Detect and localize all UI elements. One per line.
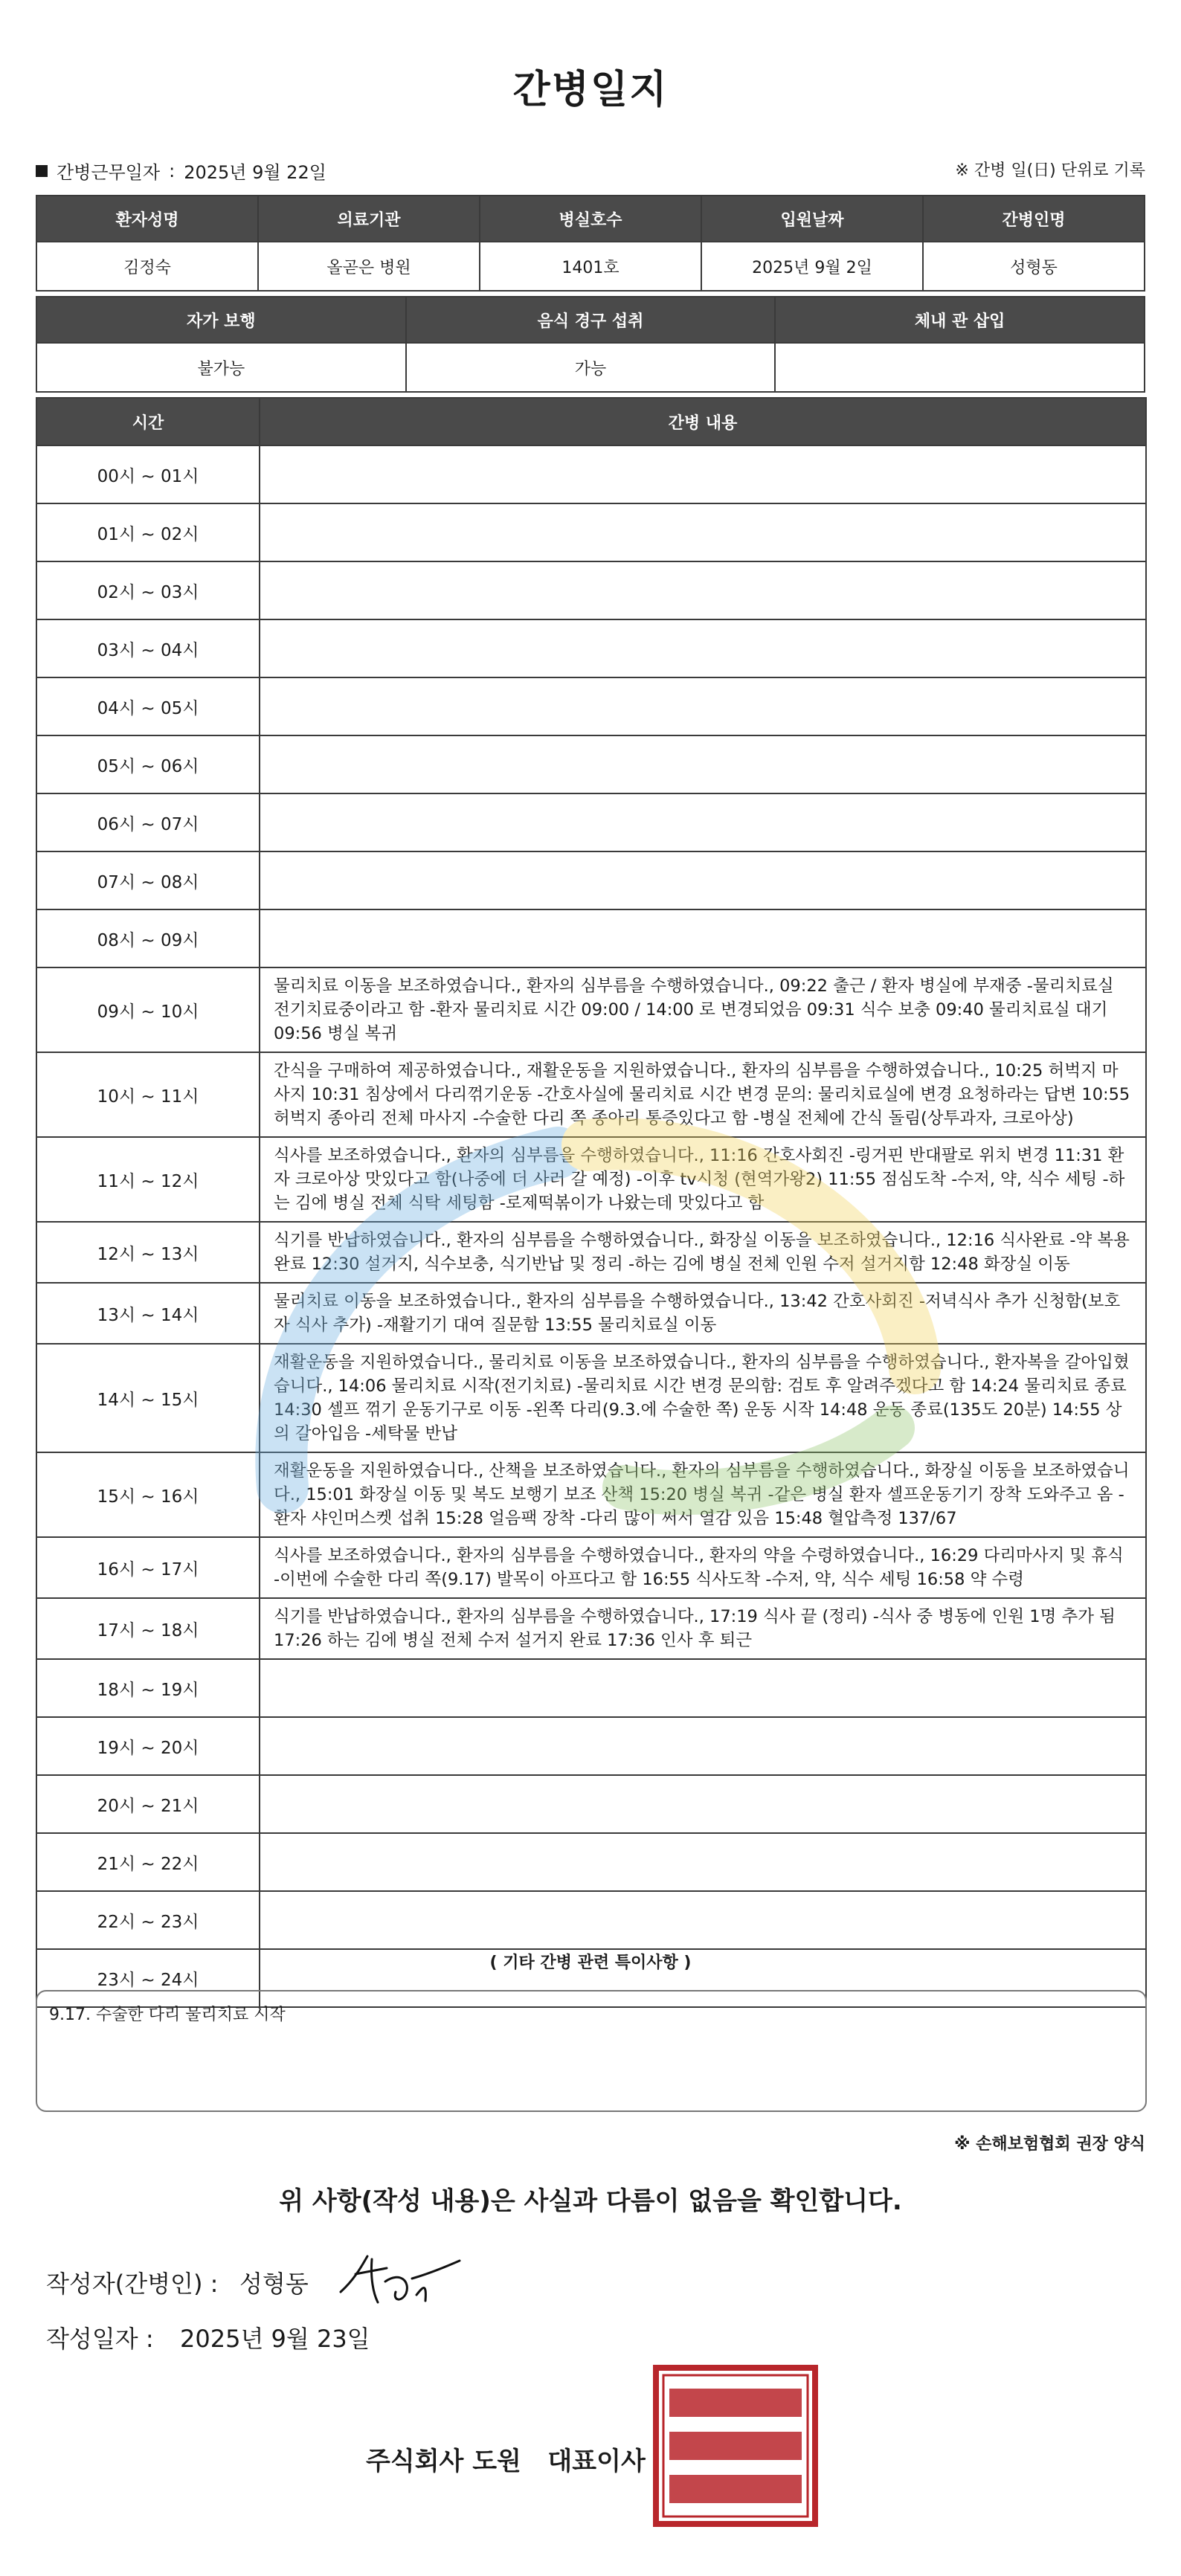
log-time: 19시 ~ 20시 <box>36 1717 260 1775</box>
recommend-note: ※ 손해보험협회 권장 양식 <box>954 2135 1145 2154</box>
log-row <box>36 445 1146 503</box>
log-row <box>36 503 1146 561</box>
caregiver-name: 성형동 <box>923 242 1145 291</box>
log-row <box>36 967 1146 1052</box>
log-content <box>260 619 1146 677</box>
log-content: 재활운동을 지원하였습니다., 산책을 보조하였습니다., 환자의 심부름을 수행하였습니다., 화장실 이동을 보조하였습니다., 15:01 화장실 이동 및 복도 보행기 보조 산책 15:20 병실 복귀 -같은 병실 환자 셀프운동기기 장착 도와주고 옴 -환자 샤인머스켓 섭취 15:28 얼음팩 장착 -다리 많이 써서 열감 있음 15:48 혈압측정 137/67 <box>260 1452 1146 1537</box>
log-row <box>36 793 1146 851</box>
oral-intake-value: 가능 <box>406 343 776 392</box>
work-date-sep: : <box>169 160 176 181</box>
log-time: 18시 ~ 19시 <box>36 1659 260 1717</box>
header-self-walk: 자가 보행 <box>36 297 406 343</box>
log-row <box>36 1222 1146 1283</box>
log-time: 23시 ~ 24시 <box>36 1949 260 2007</box>
writer-name: 성형동 <box>239 2270 309 2298</box>
page-title: 간병일지 <box>512 68 669 112</box>
patient-status-table <box>36 296 1145 393</box>
log-content <box>260 851 1146 909</box>
room-number: 1401호 <box>480 242 701 291</box>
log-content <box>260 445 1146 503</box>
log-row <box>36 1775 1146 1833</box>
written-date-line <box>46 2320 370 2354</box>
log-content: 간식을 구매하여 제공하였습니다., 재활운동을 지원하였습니다., 환자의 심부름을 수행하였습니다., 10:25 허벅지 마사지 10:31 침상에서 다리꺾기운동 -간호사실에 물리치료 시간 변경 문의: 물리치료실에 변경 요청하라는 답변 10:55 허벅지 종아리 전체 마사지 -수술한 다리 쪽 종아리 통증있다고 함 -병실 전체에 간식 돌림(상투과자, 크로아상) <box>260 1052 1146 1137</box>
log-row <box>36 735 1146 793</box>
log-time: 17시 ~ 18시 <box>36 1598 260 1659</box>
log-content <box>260 735 1146 793</box>
signature-icon <box>333 2249 467 2311</box>
work-date <box>36 158 326 184</box>
log-row <box>36 1344 1146 1452</box>
header-tube: 체내 관 삽입 <box>775 297 1145 343</box>
log-content <box>260 561 1146 619</box>
admit-date: 2025년 9월 2일 <box>701 242 923 291</box>
log-content <box>260 909 1146 967</box>
care-log-table <box>36 397 1147 2008</box>
log-content <box>260 677 1146 735</box>
log-time: 02시 ~ 03시 <box>36 561 260 619</box>
bullet-square-icon <box>36 165 48 177</box>
memo-title: ( 기타 간병 관련 특이사항 ) <box>489 1954 692 1972</box>
log-row <box>36 851 1146 909</box>
log-time: 07시 ~ 08시 <box>36 851 260 909</box>
log-time: 13시 ~ 14시 <box>36 1283 260 1344</box>
log-content <box>260 1833 1146 1891</box>
log-time: 08시 ~ 09시 <box>36 909 260 967</box>
log-time: 22시 ~ 23시 <box>36 1891 260 1949</box>
log-time: 12시 ~ 13시 <box>36 1222 260 1283</box>
log-content <box>260 1659 1146 1717</box>
log-time: 06시 ~ 07시 <box>36 793 260 851</box>
log-row <box>36 1717 1146 1775</box>
log-content: 물리치료 이동을 보조하였습니다., 환자의 심부름을 수행하였습니다., 09:22 출근 / 환자 병실에 부재중 -물리치료실 전기치료중이라고 함 -환자 물리치료 시간 09:00 / 14:00 로 변경되었음 09:31 식수 보충 09:40 물리치료실 대기 09:56 병실 복귀 <box>260 967 1146 1052</box>
writer-line <box>46 2265 309 2299</box>
log-time: 21시 ~ 22시 <box>36 1833 260 1891</box>
log-content <box>260 1717 1146 1775</box>
log-content <box>260 1775 1146 1833</box>
log-row <box>36 1598 1146 1659</box>
log-row <box>36 909 1146 967</box>
unit-note: ※ 간병 일(日) 단위로 기록 <box>955 161 1145 180</box>
log-time: 14시 ~ 15시 <box>36 1344 260 1452</box>
log-row <box>36 619 1146 677</box>
log-row <box>36 1537 1146 1598</box>
written-date-value: 2025년 9월 23일 <box>180 2325 370 2353</box>
log-time: 01시 ~ 02시 <box>36 503 260 561</box>
log-row <box>36 677 1146 735</box>
confirm-statement: 위 사항(작성 내용)은 사실과 다름이 없음을 확인합니다. <box>279 2186 902 2216</box>
log-time: 03시 ~ 04시 <box>36 619 260 677</box>
log-row <box>36 1052 1146 1137</box>
log-time: 11시 ~ 12시 <box>36 1137 260 1222</box>
log-content: 식사를 보조하였습니다., 환자의 심부름을 수행하였습니다., 11:16 간호사회진 -링거핀 반대팔로 위치 변경 11:31 환자 크로아상 맛있다고 함(나중에 더 사러 갈 예정) -이후 tv시청 (현역가왕2) 11:55 점심도착 -수저, 약, 식수 세팅 -하는 김에 병실 전체 식탁 세팅함 -로제떡볶이가 나왔는데 맛있다고 함 <box>260 1137 1146 1222</box>
log-time: 10시 ~ 11시 <box>36 1052 260 1137</box>
header-admit-date: 입원날짜 <box>701 196 923 242</box>
log-row <box>36 1659 1146 1717</box>
header-caregiver: 간병인명 <box>923 196 1145 242</box>
log-content: 식기를 반납하였습니다., 환자의 심부름을 수행하였습니다., 화장실 이동을 보조하였습니다., 12:16 식사완료 -약 복용 완료 12:30 설거지, 식수보충, 식기반납 및 정리 -하는 김에 병실 전체 인원 수저 설거지함 12:48 화장실 이동 <box>260 1222 1146 1283</box>
memo-text: 9.17. 수술한 다리 물리치료 시작 <box>49 2006 286 2024</box>
log-time: 20시 ~ 21시 <box>36 1775 260 1833</box>
company-seal-stamp <box>651 2363 820 2528</box>
hospital: 올곧은 병원 <box>258 242 480 291</box>
log-time: 15시 ~ 16시 <box>36 1452 260 1537</box>
header-time: 시간 <box>36 398 260 445</box>
log-content: 식사를 보조하였습니다., 환자의 심부름을 수행하였습니다., 환자의 약을 수령하였습니다., 16:29 다리마사지 및 휴식 -이번에 수술한 다리 쪽(9.17) 발목이 아프다고 함 16:55 식사도착 -수저, 약, 식수 세팅 16:58 약 수령 <box>260 1537 1146 1598</box>
log-time: 04시 ~ 05시 <box>36 677 260 735</box>
company-name: 주식회사 도원 대표이사 <box>366 2447 646 2476</box>
log-row <box>36 1137 1146 1222</box>
log-content <box>260 793 1146 851</box>
header-care-content: 간병 내용 <box>260 398 1146 445</box>
work-date-value: 2025년 9월 22일 <box>184 162 326 183</box>
log-content: 식기를 반납하였습니다., 환자의 심부름을 수행하였습니다., 17:19 식사 끝 (정리) -식사 중 병동에 인원 1명 추가 됨 17:26 하는 김에 병실 전체 수저 설거지 완료 17:36 인사 후 퇴근 <box>260 1598 1146 1659</box>
log-row <box>36 1833 1146 1891</box>
log-content: 재활운동을 지원하였습니다., 물리치료 이동을 보조하였습니다., 환자의 심부름을 수행하였습니다., 환자복을 갈아입혔습니다., 14:06 물리치료 시작(전기치료) -물리치료 시간 변경 문의함: 검토 후 알려주겠다고 함 14:24 물리치료 종료 14:30 셀프 꺾기 운동기구로 이동 -왼쪽 다리(9.3.에 수술한 쪽) 운동 시작 14:48 운동 종료(135도 20분) 14:55 상의 갈아입음 -세탁물 반납 <box>260 1344 1146 1452</box>
self-walk-value: 불가능 <box>36 343 406 392</box>
written-date-label: 작성일자 : <box>46 2325 154 2353</box>
log-row <box>36 1283 1146 1344</box>
log-content <box>260 1891 1146 1949</box>
patient-name: 김정숙 <box>36 242 258 291</box>
log-content: 물리치료 이동을 보조하였습니다., 환자의 심부름을 수행하였습니다., 13:42 간호사회진 -저녁식사 추가 신청함(보호자 식사 추가) -재활기기 대여 질문함 13:55 물리치료실 이동 <box>260 1283 1146 1344</box>
writer-label: 작성자(간병인) : <box>46 2270 219 2298</box>
header-patient-name: 환자성명 <box>36 196 258 242</box>
work-date-label: 간병근무일자 <box>57 162 161 183</box>
log-row <box>36 1891 1146 1949</box>
log-time: 09시 ~ 10시 <box>36 967 260 1052</box>
log-time: 16시 ~ 17시 <box>36 1537 260 1598</box>
patient-info-table <box>36 195 1145 292</box>
header-room: 병실호수 <box>480 196 701 242</box>
log-content <box>260 503 1146 561</box>
log-row <box>36 561 1146 619</box>
log-time: 00시 ~ 01시 <box>36 445 260 503</box>
log-row <box>36 1452 1146 1537</box>
log-time: 05시 ~ 06시 <box>36 735 260 793</box>
header-oral-intake: 음식 경구 섭취 <box>406 297 776 343</box>
tube-value <box>775 343 1145 392</box>
header-hospital: 의료기관 <box>258 196 480 242</box>
